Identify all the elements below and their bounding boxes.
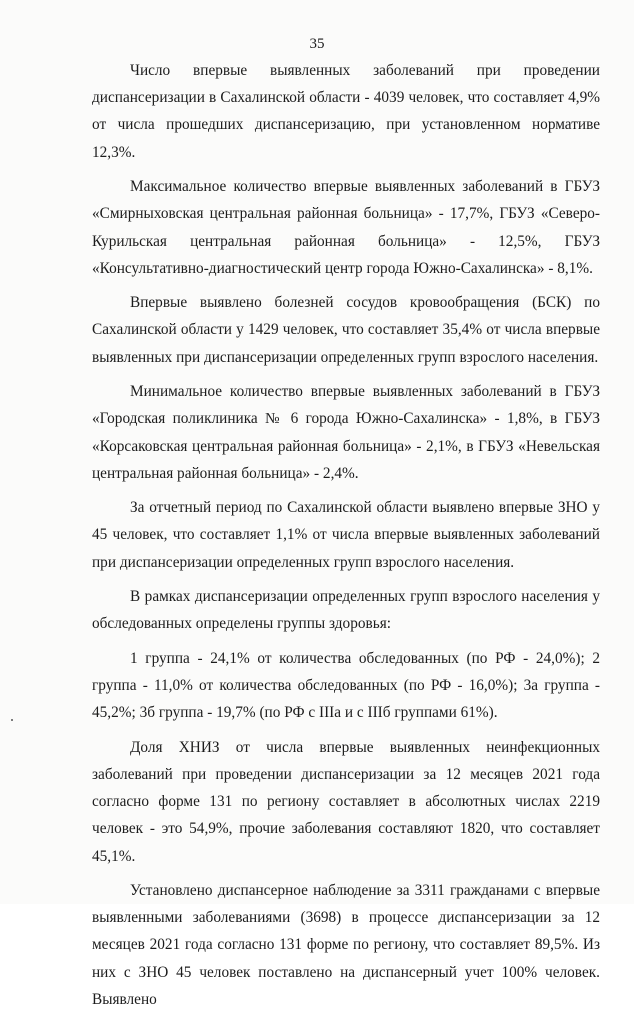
- paragraph-malignant-neoplasms: За отчетный период по Сахалинской области выявлено впервые ЗНО у 45 человек, что составляет 1,1% от числа впервые выявленных заболеваний при диспансеризации определенных групп взрослого населения.: [92, 499, 600, 571]
- paragraph-dispensary-observation: Установлено диспансерное наблюдение за 3311 гражданами с впервые выявленными заболеваниями (3698) в процессе диспансеризации за 12 месяцев 2021 года согласно 131 форме по региону, что составляет 89,5%. Из них с ЗНО 45 человек поставлено на диспансерный учет 100% человек. Выявлено: [92, 882, 600, 1008]
- paragraph-health-groups-intro: В рамках диспансеризации определенных групп взрослого населения у обследованных определены группы здоровья:: [92, 588, 600, 633]
- paragraph-detection-total: Число впервые выявленных заболеваний при проведении диспансеризации в Сахалинской области - 4039 человек, что составляет 4,9% от числа прошедших диспансеризацию, при установленном нормативе 12,3%.: [92, 62, 600, 161]
- scan-speck: [11, 719, 13, 721]
- paragraph-min-detection: Минимальное количество впервые выявленных заболеваний в ГБУЗ «Городская поликлиника № 6 города Южно-Сахалинска» - 1,8%, в ГБУЗ «Корсаковская центральная районная больница» - 2,1%, в ГБУЗ «Невельская центральная районная больница» - 2,4%.: [92, 383, 600, 482]
- document-body: [92, 57, 600, 1020]
- paragraph-chronic-diseases-share: Доля ХНИЗ от числа впервые выявленных неинфекционных заболеваний при проведении диспансеризации за 12 месяцев 2021 года согласно форме 131 по региону составляет в абсолютных числах 2219 человек - это 54,9%, прочие заболевания составляют 1820, что составляет 45,1%.: [92, 738, 600, 865]
- page-number: 35: [309, 36, 325, 52]
- paragraph-max-detection: Максимальное количество впервые выявленных заболеваний в ГБУЗ «Смирныховская центральная районная больница» - 17,7%, ГБУЗ «Северо-Курильская центральная районная больница» - 12,5%, ГБУЗ «Консультативно-диагностический центр города Южно-Сахалинска» - 8,1%.: [92, 178, 600, 277]
- paragraph-health-groups: 1 группа - 24,1% от количества обследованных (по РФ - 24,0%); 2 группа - 11,0% от количества обследованных (по РФ - 16,0%); 3а группа - 45,2%; 3б группа - 19,7% (по РФ с IIIа и с IIIб группами 61%).: [92, 649, 600, 722]
- paragraph-circulatory-diseases: Впервые выявлено болезней сосудов кровообращения (БСК) по Сахалинской области у 1429 человек, что составляет 35,4% от числа впервые выявленных при диспансеризации определенных групп взрослого населения.: [92, 294, 600, 366]
